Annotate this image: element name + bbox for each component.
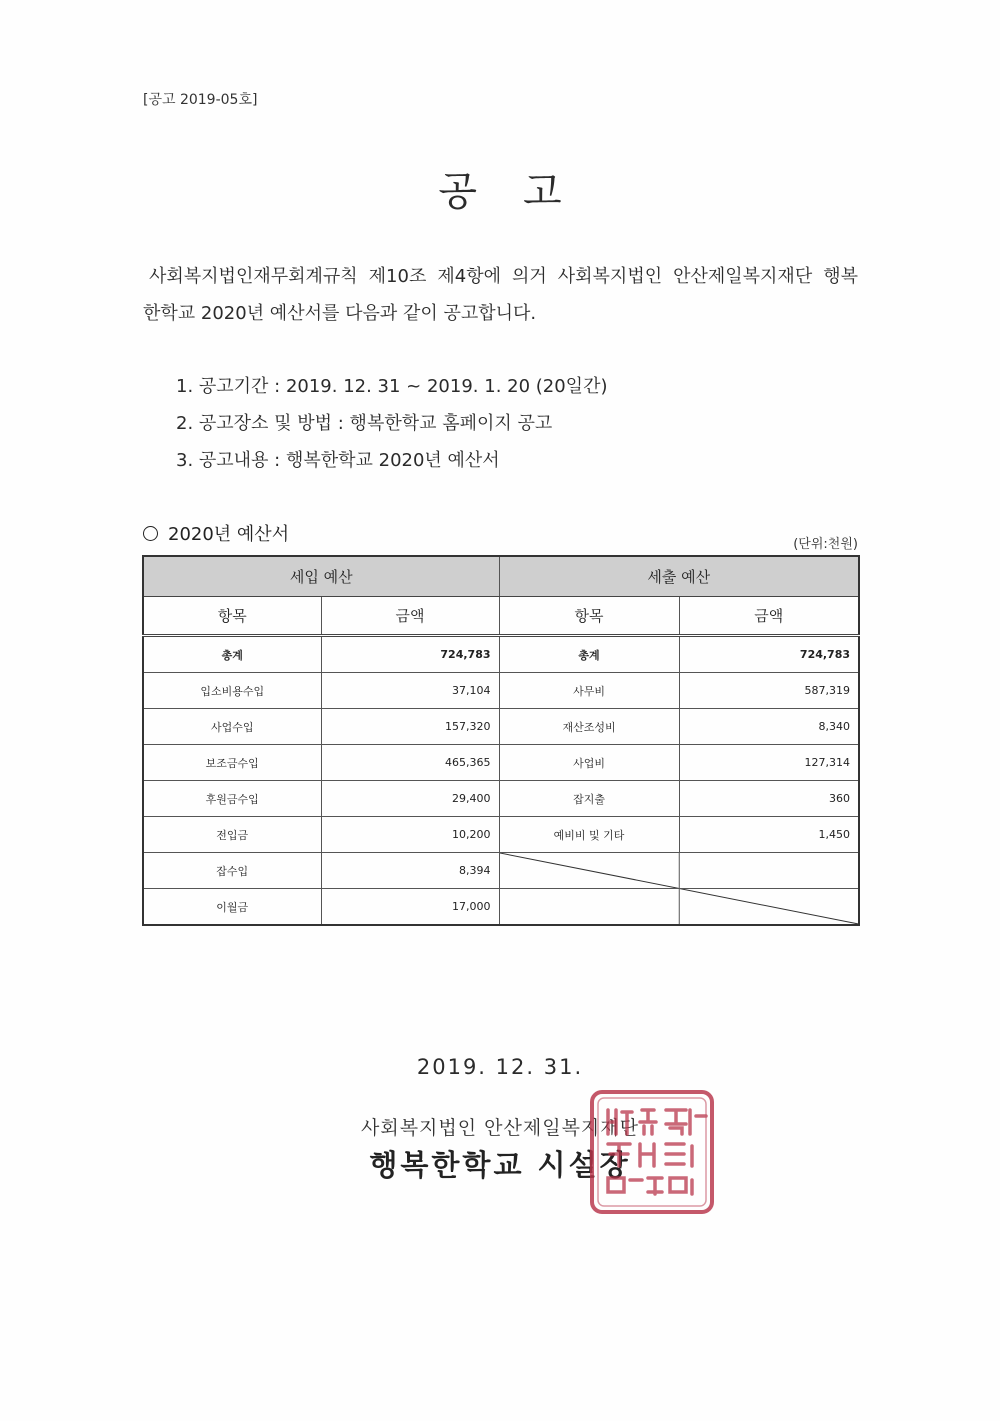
exp-amount: 1,450 <box>679 817 859 853</box>
exp-item: 사무비 <box>499 673 679 709</box>
exp-amount: 360 <box>679 781 859 817</box>
rev-item: 후원금수입 <box>143 781 321 817</box>
exp-item: 재산조성비 <box>499 709 679 745</box>
rev-item: 이월금 <box>143 889 321 926</box>
intro-paragraph <box>143 258 858 332</box>
rev-item: 잡수입 <box>143 853 321 889</box>
circle-bullet-icon <box>143 526 158 541</box>
section-title <box>143 520 289 546</box>
table-row <box>143 673 859 709</box>
exp-item: 예비비 및 기타 <box>499 817 679 853</box>
notice-number: [공고 2019-05호] <box>143 92 258 108</box>
table-row <box>143 853 859 889</box>
table-row <box>143 781 859 817</box>
budget-table <box>142 555 860 926</box>
notice-items <box>176 368 607 479</box>
exp-item: 잡지출 <box>499 781 679 817</box>
exp-amount-col: 금액 <box>679 597 859 636</box>
rev-amount: 724,783 <box>321 636 499 673</box>
exp-item: 사업비 <box>499 745 679 781</box>
table-column-header <box>143 597 859 636</box>
exp-item-col: 항목 <box>499 597 679 636</box>
intro-line-1: 사회복지법인재무회계규칙 제10조 제4항에 의거 사회복지법인 안산제일복지재단 행복 <box>149 266 858 287</box>
exp-amount: 127,314 <box>679 745 859 781</box>
rev-item: 입소비용수입 <box>143 673 321 709</box>
rev-item: 전입금 <box>143 817 321 853</box>
rev-item: 사업수입 <box>143 709 321 745</box>
table-row <box>143 709 859 745</box>
document-title: 공고 <box>438 169 608 215</box>
issue-date: 2019. 12. 31. <box>416 1055 584 1079</box>
expense-header: 세출 예산 <box>499 556 859 597</box>
table-row <box>143 636 859 673</box>
empty-diagonal-cell <box>499 853 859 926</box>
rev-amount: 8,394 <box>321 853 499 889</box>
organization-name: 사회복지법인 안산제일복지재단 <box>361 1117 639 1139</box>
table-group-header <box>143 556 859 597</box>
unit-label: (단위:천원) <box>793 537 858 552</box>
rev-amount: 10,200 <box>321 817 499 853</box>
revenue-header: 세입 예산 <box>143 556 499 597</box>
table-row <box>143 817 859 853</box>
rev-amount: 465,365 <box>321 745 499 781</box>
exp-amount: 587,319 <box>679 673 859 709</box>
exp-item: 총계 <box>499 636 679 673</box>
rev-amount: 17,000 <box>321 889 499 926</box>
signer-title: 행복한학교 시설장 <box>369 1148 631 1182</box>
rev-amount-col: 금액 <box>321 597 499 636</box>
exp-amount: 724,783 <box>679 636 859 673</box>
diagonal-line <box>500 853 859 924</box>
rev-item-col: 항목 <box>143 597 321 636</box>
exp-amount: 8,340 <box>679 709 859 745</box>
rev-amount: 37,104 <box>321 673 499 709</box>
rev-item: 보조금수입 <box>143 745 321 781</box>
rev-item: 총계 <box>143 636 321 673</box>
section-title-text: 2020년 예산서 <box>168 524 290 545</box>
intro-line-2: 한학교 2020년 예산서를 다음과 같이 공고합니다. <box>143 303 537 324</box>
notice-item-period: 1. 공고기간 : 2019. 12. 31 ~ 2019. 1. 20 (20일간) <box>176 376 608 397</box>
notice-item-content: 3. 공고내용 : 행복한학교 2020년 예산서 <box>176 450 500 471</box>
rev-amount: 29,400 <box>321 781 499 817</box>
table-row <box>143 745 859 781</box>
official-seal-icon <box>588 1088 716 1216</box>
notice-item-place: 2. 공고장소 및 방법 : 행복한학교 홈페이지 공고 <box>176 413 553 434</box>
rev-amount: 157,320 <box>321 709 499 745</box>
